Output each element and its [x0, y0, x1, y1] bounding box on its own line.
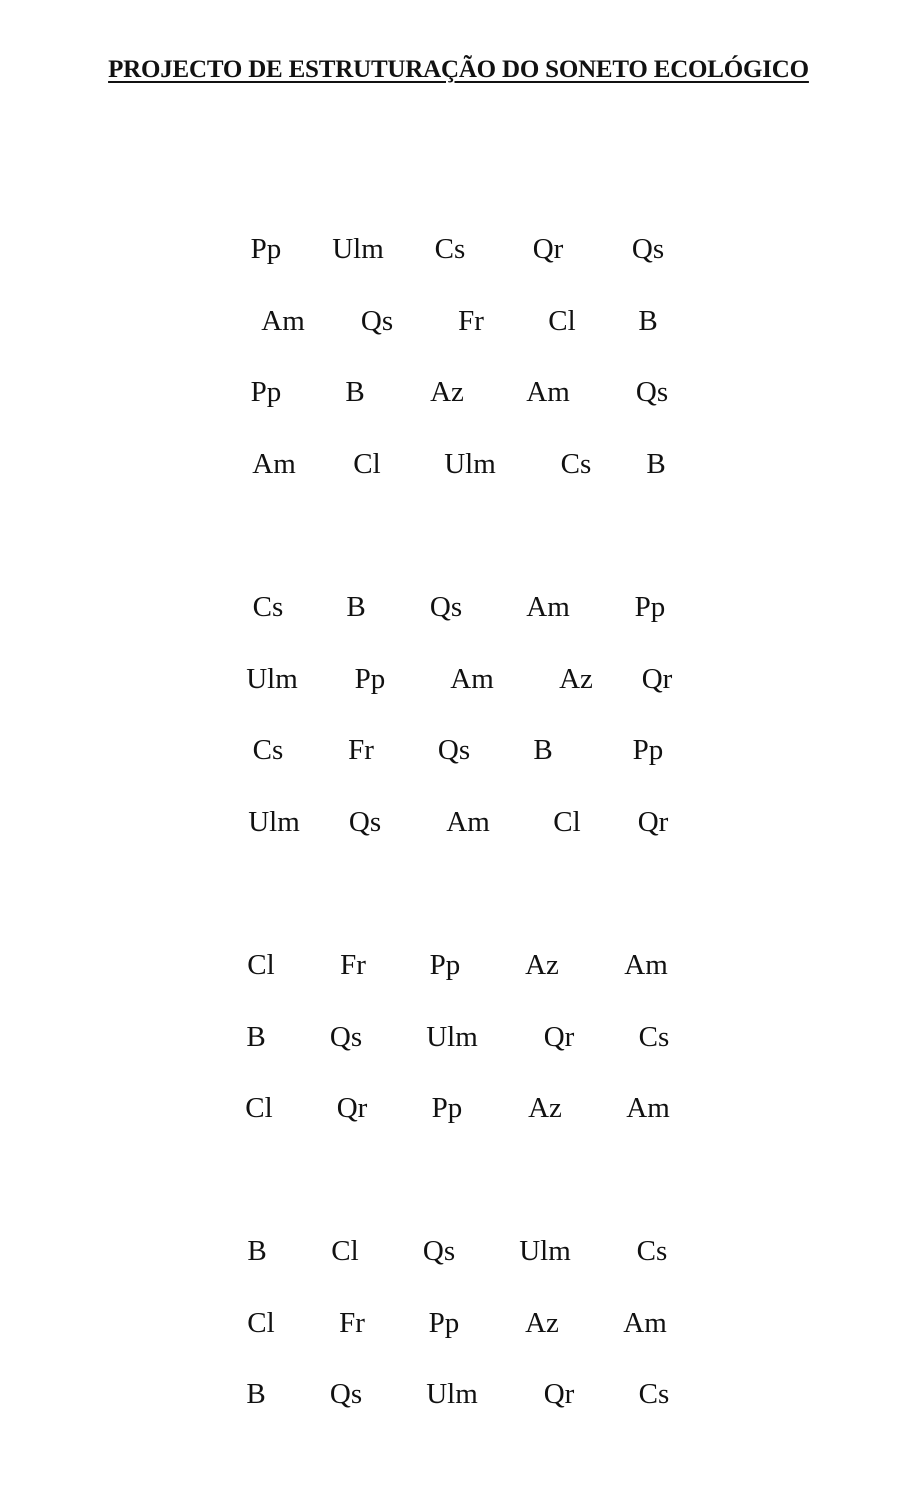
verse-line — [0, 447, 917, 519]
tree-code: Cl — [353, 447, 381, 480]
tree-code: Am — [450, 662, 494, 695]
tree-code: Pp — [354, 662, 386, 695]
verse-line — [0, 375, 917, 447]
tree-code: Pp — [632, 734, 664, 766]
verse-line — [0, 590, 917, 662]
verse-line — [0, 1377, 917, 1449]
tree-code: Qs — [329, 1378, 363, 1410]
tree-code: Cl — [548, 304, 576, 337]
tree-code: Qr — [532, 233, 564, 265]
tree-code: Cl — [331, 1235, 359, 1267]
tree-code: Am — [526, 376, 570, 408]
tree-code: Pp — [250, 233, 282, 265]
tree-code: Cs — [638, 1378, 670, 1410]
tree-code: B — [246, 1378, 266, 1410]
tree-code: Cs — [434, 233, 466, 265]
tree-code: B — [246, 1020, 266, 1053]
tree-code: Ulm — [248, 805, 300, 838]
tree-code: Fr — [348, 734, 374, 766]
tree-code: B — [638, 304, 658, 337]
tree-code: B — [247, 1235, 267, 1267]
verse-line — [0, 1234, 917, 1306]
stanza-2 — [0, 590, 917, 876]
document-title: PROJECTO DE ESTRUTURAÇÃO DO SONETO ECOLÓGICO — [108, 56, 809, 83]
tree-code: Az — [525, 949, 559, 981]
tree-code: Qs — [437, 734, 471, 766]
tree-code: Ulm — [519, 1235, 571, 1267]
verse-line — [0, 1091, 917, 1163]
tree-code: B — [345, 376, 365, 408]
tree-code: Cs — [252, 734, 284, 766]
verse-line — [0, 304, 917, 376]
tree-code: Cl — [247, 949, 275, 981]
tree-code: Qr — [637, 805, 669, 838]
tree-code: Am — [526, 591, 570, 623]
stanza-3 — [0, 948, 917, 1163]
tree-code: Qs — [631, 233, 665, 265]
tree-code: Qr — [543, 1020, 575, 1053]
tree-code: Ulm — [444, 447, 496, 480]
tree-code: Pp — [429, 949, 461, 981]
tree-code: Qs — [429, 591, 463, 623]
tree-code: Qs — [422, 1235, 456, 1267]
tree-code: Cl — [245, 1092, 273, 1124]
tree-code: Pp — [250, 376, 282, 408]
tree-code: Am — [623, 1306, 667, 1339]
verse-line — [0, 948, 917, 1020]
tree-code: Qs — [635, 376, 669, 408]
tree-code: Fr — [340, 949, 366, 981]
tree-code: Cs — [560, 447, 592, 480]
tree-code: Am — [626, 1092, 670, 1124]
tree-code: Qr — [543, 1378, 575, 1410]
verse-line — [0, 1020, 917, 1092]
tree-code: Cs — [636, 1235, 668, 1267]
tree-code: Am — [261, 304, 305, 337]
verse-line — [0, 733, 917, 805]
tree-code: Fr — [458, 304, 484, 337]
tree-code: B — [346, 591, 366, 623]
stanza-1 — [0, 232, 917, 518]
verse-line — [0, 1306, 917, 1378]
tree-code: Cs — [638, 1020, 670, 1053]
tree-code: Ulm — [246, 662, 298, 695]
verse-line — [0, 805, 917, 877]
tree-code: Ulm — [426, 1020, 478, 1053]
tree-code: Pp — [431, 1092, 463, 1124]
tree-code: Az — [525, 1306, 559, 1339]
tree-code: Qs — [329, 1020, 363, 1053]
tree-code: Am — [252, 447, 296, 480]
tree-code: Az — [430, 376, 464, 408]
stanza-4 — [0, 1234, 917, 1449]
tree-code: Am — [624, 949, 668, 981]
tree-code: Ulm — [332, 233, 384, 265]
tree-code: B — [646, 447, 666, 480]
tree-code: Ulm — [426, 1378, 478, 1410]
tree-code: Qr — [336, 1092, 368, 1124]
tree-code: Cl — [553, 805, 581, 838]
tree-code: Cs — [252, 591, 284, 623]
tree-code: Pp — [634, 591, 666, 623]
tree-code: Qs — [348, 805, 382, 838]
tree-code: Az — [528, 1092, 562, 1124]
tree-code: Am — [446, 805, 490, 838]
tree-code: Cl — [247, 1306, 275, 1339]
tree-code: Fr — [339, 1306, 365, 1339]
verse-line — [0, 232, 917, 304]
tree-code: Qr — [641, 662, 673, 695]
tree-code: B — [533, 734, 553, 766]
tree-code: Pp — [428, 1306, 460, 1339]
tree-code: Az — [559, 662, 593, 695]
tree-code: Qs — [360, 304, 394, 337]
verse-line — [0, 662, 917, 734]
